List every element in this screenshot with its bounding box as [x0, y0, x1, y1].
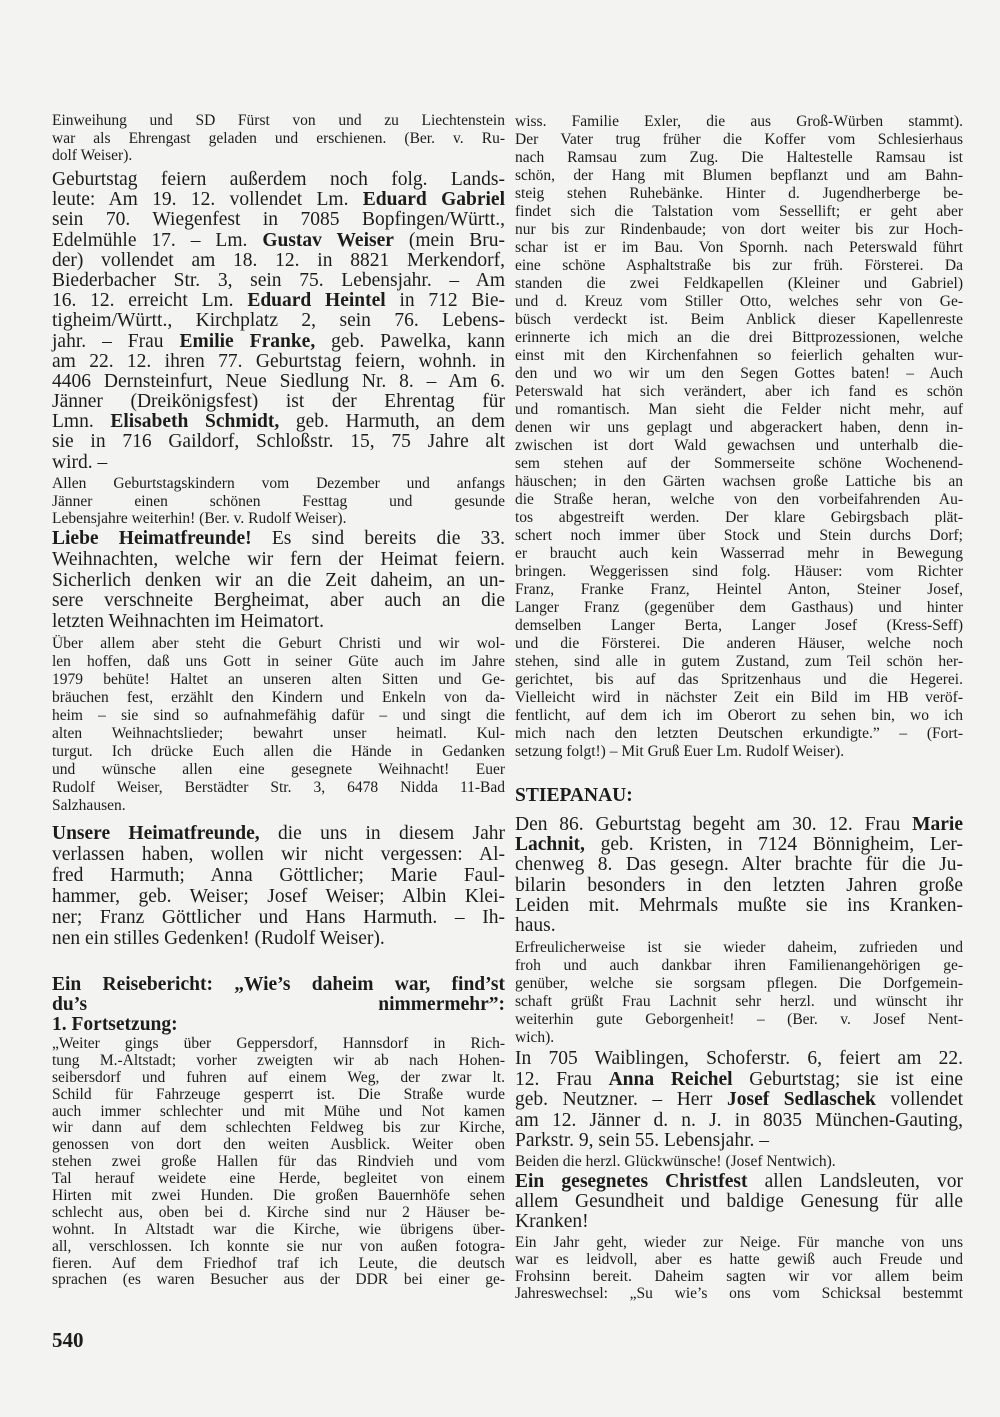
text-line — [515, 1090, 963, 1111]
text-line: schön, der Hang mit Blumen bepflanzt und am Bahn- — [515, 167, 963, 184]
bold-name: Liebe Heimatfreunde! — [52, 528, 252, 549]
text-line: der) vollendet am 18. 12. in 8821 Merkendorf, — [52, 249, 505, 271]
text-line: Jänner (Dreikönigsfest) ist der Ehrentag für — [52, 391, 505, 413]
text-segment: (mein Bru- — [393, 229, 505, 251]
text-line — [52, 529, 505, 550]
text-line: fred Harmuth; Anna Göttlicher; Marie Faul- — [52, 865, 505, 886]
bold-name: Elisabeth Schmidt, — [110, 411, 280, 433]
text-segment: vollendet — [875, 1089, 964, 1110]
bold-name: Emilie Franke, — [179, 330, 316, 352]
text-line: zwischen ist dort Wald gewachsen und unterhalb die- — [515, 437, 963, 454]
text-line: Lebensjahre weiterhin! (Ber. v. Rudolf Weiser). — [52, 510, 347, 527]
section-heading-stiepanau — [515, 785, 963, 807]
text-line: mich nach den letzten Deutschen erkundigte.” – (Fort- — [515, 725, 963, 742]
text-line: Leiden mit. Mehrmals mußte sie ins Kranken- — [515, 894, 963, 916]
birthday-notices-stiepanau — [515, 1049, 963, 1152]
text-line: In 705 Waiblingen, Schoferstr. 6, feiert am 22. — [515, 1048, 963, 1069]
text-line — [515, 835, 963, 855]
text-line: Hirten mit zwei Hunden. Die großen Bauernhöfe sehen — [52, 1187, 505, 1205]
birthday-lachnit — [515, 815, 963, 936]
text-segment: allen Landsleuten, vor — [747, 1171, 963, 1192]
text-line — [515, 815, 963, 835]
travel-report-continued — [515, 113, 963, 761]
text-line: Beiden die herzl. Glückwünsche! (Josef Nentwich). — [515, 1153, 836, 1170]
text-line: len hoffen, daß uns Gott in seiner Güte auch im Jahre — [52, 653, 505, 670]
text-line: Salzhausen. — [52, 797, 126, 814]
text-segment: 12. Frau — [515, 1068, 609, 1090]
text-line: nen ein stilles Gedenken! (Rudolf Weiser). — [52, 928, 385, 949]
text-segment: 16. 12. erreicht Lm. — [52, 290, 248, 312]
text-line: fentlicht, auf dem ich im Oberort zu sehen bin, wo ich — [515, 707, 963, 724]
text-line: und die Försterei. Die anderen Häuser, welche noch — [515, 635, 963, 652]
text-segment: Lmn. — [52, 411, 111, 433]
text-line: Kranken! — [515, 1211, 589, 1232]
text-line: Über allem aber steht die Geburt Christi und wir wol- — [52, 635, 505, 652]
text-line: setzung folgt!) – Mit Gruß Euer Lm. Rudolf Weiser). — [515, 743, 845, 760]
text-line: nach Ramsau zum Zug. Die Haltestelle Ramsau ist — [515, 149, 963, 166]
text-segment: Es sind bereits die 33. — [251, 528, 505, 549]
text-line: Biederbacher Str. 3, sein 75. Lebensjahr. – Am — [52, 269, 505, 291]
text-line: ner; Franz Göttlicher und Hans Harmuth. – Ih- — [52, 907, 505, 928]
text-line: häuschen; in den Gärten wachsen große Lattiche bis an — [515, 473, 963, 490]
text-line: sein 70. Wiegenfest in 7085 Bopfingen/Württ., — [52, 209, 505, 231]
text-line: wiss. Familie Exler, die aus Groß-Würben stammt). — [515, 113, 963, 130]
text-line: bringen. Weggerissen sind folg. Häuser: vom Richter — [515, 563, 963, 580]
text-line: genüber, welche sie sorgsam pflegen. Die Dorfgemein- — [515, 975, 963, 992]
article-intro-end — [52, 112, 505, 165]
text-line: Frohsinn bereit. Daheim sagten wir vor allem beim — [515, 1268, 963, 1285]
text-line: dolf Weiser). — [52, 147, 133, 164]
text-line: Sicherlich denken wir an die Zeit daheim, an un- — [52, 569, 505, 591]
text-line: und wünsche allen eine gesegnete Weihnacht! Euer — [52, 761, 505, 778]
text-line: genossen von dort den weiten Ausblick. Weiter oben — [52, 1136, 505, 1154]
text-line: Jahreswechsel: „Su wie’s ons vom Schicksal bestemmt — [515, 1285, 963, 1302]
text-line: am 12. Jänner d. n. J. in 8035 München-Gauting, — [515, 1109, 963, 1131]
text-line: und romantisch. Man sieht die Felder nicht mehr, auf — [515, 401, 963, 418]
text-line: standen die zwei Feldkapellen (Kleiner und Gabriel) — [515, 275, 963, 292]
text-line: Schild für Fahrzeuge gesperrt ist. Die Straße wurde — [52, 1085, 505, 1103]
travel-report-text — [52, 1036, 505, 1289]
text-line: Einweihung und SD Fürst von und zu Liechtenstein — [52, 112, 505, 129]
text-line: Parkstr. 9, sein 55. Lebensjahr. – — [515, 1130, 770, 1151]
text-line: seibersdorf und fuhren auf einem Weg, der zwar lt. — [52, 1068, 505, 1086]
text-line: schaft grüßt Frau Lachnit sehr herzl. und wünscht ihr — [515, 993, 963, 1010]
text-segment: leute: Am 19. 12. vollendet Lm. — [52, 189, 363, 211]
text-line: Weihnachten, welche wir fern der Heimat feiern. — [52, 548, 505, 570]
text-line: Langer Franz (gegenüber dem Gasthaus) und hinter — [515, 599, 963, 616]
text-segment: geb. Pawelka, kann — [315, 330, 505, 352]
text-line: allem Gesundheit und baldige Genesung für alle — [515, 1191, 963, 1212]
text-line: chenweg 8. Das gesegn. Alter brachte für die Ju- — [515, 854, 963, 876]
text-line: Ein Jahr geht, wieder zur Neige. Für manche von uns — [515, 1234, 963, 1251]
text-segment: geb. Kristen, in 7124 Bönnigheim, Ler- — [584, 834, 963, 856]
text-line: hammer, geb. Weiser; Josef Weiser; Albin Klei- — [52, 886, 505, 907]
text-line: Tal herauf weidete eine Herde, begleitet von einem — [52, 1170, 505, 1188]
text-segment: geb. Harmuth, an dem — [279, 411, 505, 433]
text-line: am 22. 12. ihren 77. Geburtstag feiern, wohnh. in — [52, 350, 505, 372]
text-line: all, verschlossen. Ich konnte sie nur von außen fotogra- — [52, 1237, 505, 1255]
text-line: Allen Geburtstagskindern vom Dezember und anfangs — [52, 475, 505, 492]
new-year-text — [515, 1234, 963, 1302]
text-line: tung M.-Altstadt; vorher zweigten wir ab nach Hohen- — [52, 1051, 505, 1069]
christmas-message — [52, 635, 505, 815]
text-line: Ein Reisebericht: „Wie’s daheim war, find’st — [52, 974, 505, 995]
text-line: schlecht aus, oben bei d. Kirche sind nur 2 Häuser be- — [52, 1203, 505, 1221]
bold-name: Anna Reichel — [608, 1068, 733, 1090]
text-line: weiterhin gute Geborgenheit! – (Ber. v. Josef Nent- — [515, 1011, 963, 1028]
text-line: wich). — [515, 1029, 555, 1046]
text-line: wir dann auf dem schlechten Feldweg bis zur Kirche, — [52, 1119, 505, 1137]
text-segment: Edelmühle 17. – Lm. — [52, 229, 263, 251]
text-line: bräuchen fest, erzählt den Kindern und Enkeln von da- — [52, 689, 505, 706]
text-line: auch immer schlechter und mit Mühe und Not kamen — [52, 1102, 505, 1120]
text-line: tos abgestreift werden. Der klare Gebirgsbach plät- — [515, 509, 963, 526]
text-line — [515, 1070, 963, 1091]
page-number: 540 — [52, 1328, 84, 1352]
text-line: heim – sie sind so aufnahmefähig dafür – und singt die — [52, 707, 505, 724]
text-line: Der Vater trug früher die Koffer vom Schlesierhaus — [515, 131, 963, 148]
text-line: war es leidvoll, aber es hatte gewiß auch Freude und — [515, 1251, 963, 1268]
birthday-notices — [52, 170, 505, 473]
text-line: fieren. Auf dem Friedhof traf ich Leute, die deutsch — [52, 1254, 505, 1272]
text-line: nur bis zur Rindenbaude; von dort weiter bis zur Hoch- — [515, 221, 963, 238]
travel-report-heading — [52, 975, 505, 1035]
text-line: wohnt. In Altstadt war die Kirche, wie übrigens über- — [52, 1220, 505, 1238]
text-segment: Den 86. Geburtstag begeht am 30. 12. Frau — [515, 814, 913, 835]
text-line: verlassen haben, wollen wir nicht vergessen: Al- — [52, 844, 505, 865]
text-line: und d. Kreuz vom Stiller Otto, welches sehr von Ge- — [515, 293, 963, 310]
text-line — [52, 332, 505, 352]
bold-name: Unsere Heimatfreunde, — [52, 823, 260, 844]
text-line: tigheim/Württ., Kirchplatz 2, sein 76. Lebens- — [52, 310, 505, 332]
text-line: Peterswald hat sich verändert, aber ich fand es schön — [515, 383, 963, 400]
text-line: du’s nimmermehr”: — [52, 994, 505, 1015]
text-line — [52, 190, 505, 210]
bold-name: Eduard Gabriel — [362, 189, 505, 211]
text-line: den und wo wir um den Segen Gottes baten! – Auch — [515, 365, 963, 382]
text-line: alten Weihnachtslieder; bewahrt unser heimatl. Kul- — [52, 725, 505, 742]
text-line: bilarin besonders in den letzten Jahren große — [515, 874, 963, 896]
bold-name: Gustav Weiser — [262, 229, 394, 251]
text-line: findet sich die Talstation vom Sessellift; er geht aber — [515, 203, 963, 220]
text-line: 1. Fortsetzung: — [52, 1014, 178, 1035]
text-line: STIEPANAU: — [515, 785, 633, 806]
lachnit-update — [515, 939, 963, 1047]
text-line — [52, 823, 505, 844]
text-line: sie in 716 Gaildorf, Schloßstr. 15, 75 Jahre alt — [52, 431, 505, 453]
text-line — [52, 231, 505, 251]
text-line: stehen zwei große Hallen für das Rindvieh und vom — [52, 1153, 505, 1171]
text-segment: die uns in diesem Jahr — [259, 823, 505, 844]
text-line: war als Ehrengast geladen und erschienen. (Ber. v. Ru- — [52, 129, 505, 147]
text-line — [515, 1172, 963, 1192]
bold-name: Josef Sedlaschek — [726, 1089, 876, 1110]
text-line: letzten Weihnachten im Heimatort. — [52, 611, 325, 633]
text-line: sere verschneite Bergheimat, aber auch an die — [52, 590, 505, 612]
bold-name: Eduard Heintel — [247, 290, 386, 312]
text-line: haus. — [515, 914, 556, 936]
christmas-greeting — [52, 529, 505, 633]
text-line — [52, 291, 505, 311]
text-line: Erfreulicherweise ist sie wieder daheim, zufrieden und — [515, 939, 963, 956]
text-line: 4406 Dernsteinfurt, Neue Siedlung Nr. 8. – Am 6. — [52, 370, 505, 392]
text-line: Vielleicht wird in nächster Zeit ein Bild im HB veröf- — [515, 689, 963, 706]
text-line: wird. – — [52, 451, 108, 473]
text-line: demselben Langer Berta, Langer Josef (Kress-Seff) — [515, 617, 963, 634]
text-segment: Geburtstag; sie ist eine — [732, 1068, 964, 1090]
text-line: er braucht auch kein Wasserrad mehr in Bewegung — [515, 545, 963, 562]
text-line: erinnerte ich mich an die drei Bittprozessionen, welche — [515, 329, 963, 346]
text-line: Geburtstag feiern außerdem noch folg. Lands- — [52, 169, 505, 190]
christmas-wishes — [515, 1172, 963, 1232]
bold-name: Marie — [912, 814, 963, 835]
text-line: gerichtet, bis auf das Spritzenhaus und die Hegerei. — [515, 671, 963, 688]
congratulations — [515, 1153, 963, 1171]
text-line: schar ist er im Bau. Von Spornh. nach Peterswald führt — [515, 239, 963, 256]
text-line: sprachen (es waren Besucher aus der DDR bei einer ge- — [52, 1271, 505, 1289]
text-segment: geb. Neutzner. – Herr — [515, 1089, 727, 1110]
bold-name: Ein gesegnetes Christfest — [515, 1171, 748, 1192]
text-line: sem stehen auf der Sommerseite schöne Wochenend- — [515, 455, 963, 472]
text-line: schert noch immer über Stock und Stein durchs Dorf; — [515, 527, 963, 544]
text-line: Franz, Franke Franz, Heintel Anton, Steiner Josef, — [515, 581, 963, 598]
text-line: froh und auch dankbar ihren Familienangehörigen ge- — [515, 957, 963, 974]
birthday-greetings — [52, 475, 505, 528]
obituary-notice — [52, 823, 505, 949]
text-segment: in 712 Bie- — [385, 290, 505, 312]
text-line: eine schöne Asphaltstraße bis zur früh. Försterei. Da — [515, 257, 963, 274]
text-line: Jänner einen schönen Festtag und gesunde — [52, 492, 505, 510]
text-line: steig stehen Ruhebänke. Hinter d. Jugendherberge be- — [515, 185, 963, 202]
text-line: büsch verdeckt ist. Beim Anblick dieser Kapellenreste — [515, 311, 963, 328]
text-line: einst mit den Kirchenfahnen so feierlich gehalten wur- — [515, 347, 963, 364]
text-line: stehen, sind alle in gutem Zustand, zum Teil schön her- — [515, 653, 963, 670]
text-line: 1979 behüte! Haltet an unseren alten Sitten und Ge- — [52, 671, 505, 688]
text-line: die Straße heran, welche von den vorbeifahrenden Au- — [515, 491, 963, 508]
text-line — [52, 412, 505, 432]
text-line: „Weiter gings über Geppersdorf, Hannsdorf in Rich- — [52, 1035, 505, 1052]
text-segment: jahr. – Frau — [52, 330, 180, 352]
bold-name: Lachnit, — [515, 834, 585, 856]
text-line: turgut. Ich drücke Euch allen die Hände in Gedanken — [52, 743, 505, 760]
text-line: denen wir uns geplagt und abgerackert haben, denn in- — [515, 419, 963, 436]
text-line: Rudolf Weiser, Berstädter Str. 3, 6478 Nidda 11-Bad — [52, 779, 505, 796]
